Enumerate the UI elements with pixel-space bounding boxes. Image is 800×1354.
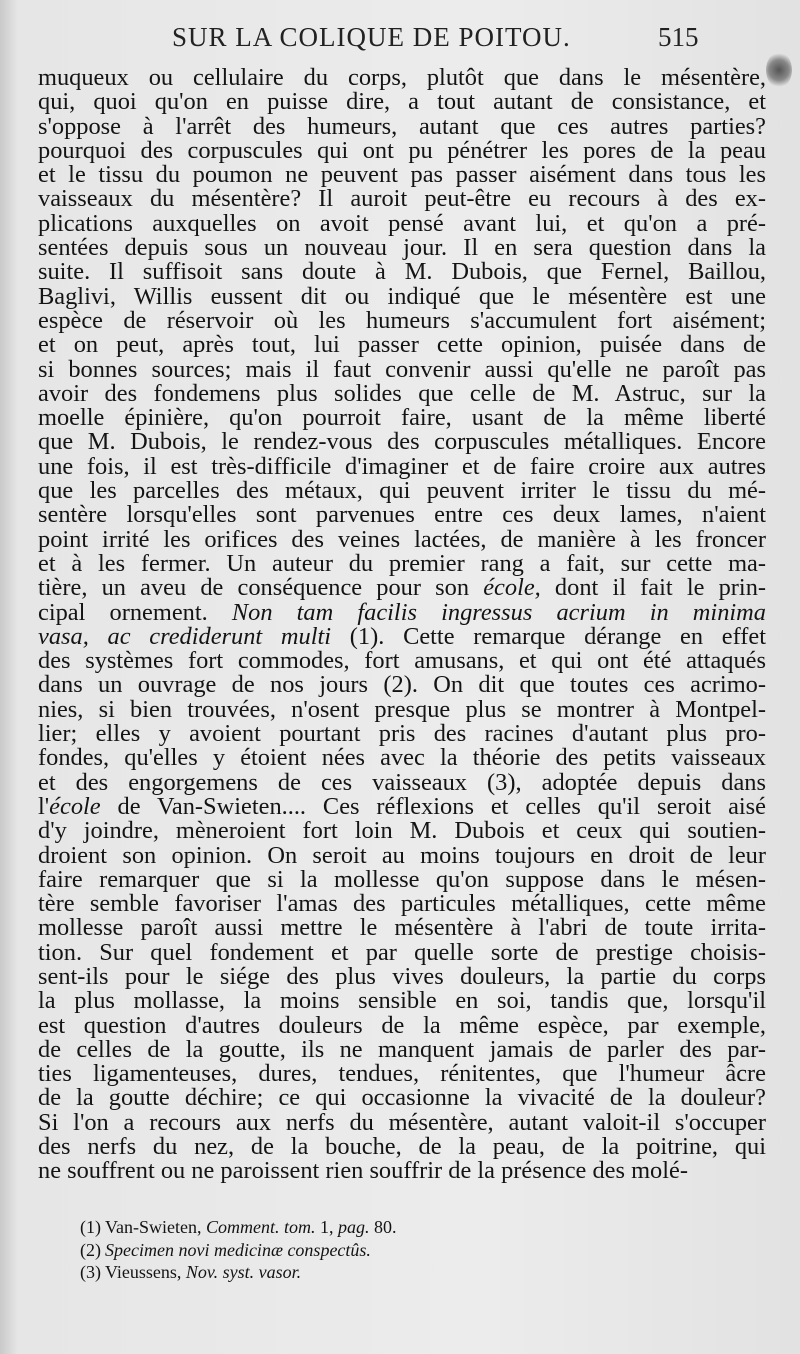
text-line-content: s'oppose à l'arrêt des humeurs, autant que ces autres parties? <box>38 112 766 140</box>
text-line-content: droient son opinion. On seroit au moins toujours en droit de leur <box>38 841 766 869</box>
text-line-content: nies, si bien trouvées, n'osent presque plus se montrer à Montpel- <box>38 695 766 723</box>
footnote-number: (3) <box>80 1262 101 1282</box>
footnote-number: (1) <box>80 1217 101 1237</box>
text-line <box>38 355 766 383</box>
text-line-content: Baglivi, Willis eussent dit ou indiqué que le mésentère est une <box>38 282 766 310</box>
page-header <box>0 22 800 62</box>
text-line-content: tion. Sur quel fondement et par quelle sorte de prestige choisis- <box>38 938 766 966</box>
text-line <box>38 282 766 310</box>
text-line-content: des systèmes fort commodes, fort amusans, et qui ont été attaqués <box>38 647 766 675</box>
text-segment: tière, un aveu de conséquence pour son <box>38 574 484 602</box>
text-line-content: plications auxquelles on avoit pensé avant lui, et qu'on a pré- <box>38 209 766 237</box>
footnote-italic: Nov. syst. vasor. <box>185 1262 302 1282</box>
text-segment: de Van-Swieten.... Ces réflexions et celles qu'il seroit aisé <box>100 792 766 820</box>
text-line-content: suite. Il suffisoit sans doute à M. Dubois, que Fernel, Baillou, <box>38 258 766 286</box>
text-line <box>38 938 766 966</box>
text-line <box>38 865 766 893</box>
text-line <box>38 1159 766 1183</box>
text-line <box>38 187 766 211</box>
text-line-content: avoir des fondemens plus solides que celle de M. Astruc, sur la <box>38 379 766 407</box>
text-line <box>38 430 766 454</box>
text-line-content: fondes, qu'elles y étoient nées avec la théorie des petits vaisseaux <box>38 744 766 772</box>
footnote-text: 80. <box>369 1217 397 1237</box>
text-line-content: tère semble favoriser l'amas des particules métalliques, cette même <box>38 890 766 918</box>
text-line-content: de la goutte déchire; ce qui occasionne la vivacité de la douleur? <box>38 1084 766 1112</box>
text-line <box>38 695 766 723</box>
footnote-text: 1, <box>315 1217 338 1237</box>
text-segment: l' <box>38 792 50 820</box>
italic-text: école, <box>483 574 541 602</box>
text-line <box>38 163 766 187</box>
text-line <box>38 576 766 600</box>
text-line-content: ne souffrent ou ne paroissent rien souffrir de la présence des molé- <box>38 1157 688 1185</box>
text-line <box>38 673 766 697</box>
text-line-content: si bonnes sources; mais il faut convenir aussi qu'elle ne paroît pas <box>38 355 766 383</box>
text-line <box>38 1062 766 1086</box>
italic-text: vasa, ac crediderunt multi <box>38 622 332 650</box>
text-line <box>38 1011 766 1039</box>
text-line <box>38 452 766 480</box>
text-line <box>38 236 766 260</box>
text-line-content: que les parcelles des métaux, qui peuvent irriter le tissu du mé- <box>38 477 766 505</box>
footnote <box>80 1239 680 1262</box>
text-segment: dont il fait le prin- <box>540 574 767 602</box>
text-line <box>38 1108 766 1136</box>
text-line <box>38 1035 766 1063</box>
text-line <box>38 260 766 284</box>
footnote-text: Van-Swieten, <box>105 1217 206 1237</box>
italic-text: école <box>49 792 101 820</box>
text-line-content: dans un ouvrage de nos jours (2). On dit que toutes ces acrimo- <box>38 671 766 699</box>
text-line-content: muqueux ou cellulaire du corps, plutôt que dans le mésentère, <box>38 64 766 91</box>
footnote-italic: Comment. tom. <box>205 1217 316 1237</box>
text-line <box>38 1086 766 1110</box>
text-line <box>38 841 766 869</box>
text-line <box>38 479 766 503</box>
text-line-content: qui, quoi qu'on en puisse dire, a tout autant de consistance, et <box>38 88 766 116</box>
text-line-content: une fois, il est très-difficile d'imaginer et de faire croire aux autres <box>38 452 766 480</box>
text-line-content: pourquoi des corpuscules qui ont pu pénétrer les pores de la peau <box>38 136 766 164</box>
text-line-content: sent-ils pour le siége des plus vives douleurs, la partie du corps <box>38 962 766 990</box>
text-line-content: Si l'on a recours aux nerfs du mésentère, autant valoit-il s'occuper <box>38 1108 766 1136</box>
text-line-content: vaisseaux du mésentère? Il auroit peut-être eu recours à des ex- <box>38 185 766 213</box>
footnote-italic: pag. <box>337 1217 370 1237</box>
text-line-content: et des engorgemens de ces vaisseaux (3), adoptée depuis dans <box>38 768 766 796</box>
text-line-content: et on peut, après tout, lui passer cette opinion, puisée dans de <box>38 331 766 359</box>
text-line-content: est question d'autres douleurs de la même espèce, par exemple, <box>38 1011 766 1039</box>
page-number: 515 <box>658 22 699 52</box>
text-line <box>38 989 766 1013</box>
text-line-content: de celles de la goutte, ils ne manquent jamais de parler des par- <box>38 1035 766 1063</box>
text-line <box>38 649 766 673</box>
text-line-content: lier; elles y avoient pourtant pris des racines d'autant plus pro- <box>38 720 766 748</box>
text-line-content: la plus mollasse, la moins sensible en soi, tandis que, lorsqu'il <box>38 987 766 1015</box>
text-line <box>38 1135 766 1159</box>
text-segment: cipal ornement. <box>38 598 232 626</box>
text-line-content: des nerfs du nez, de la bouche, de la peau, de la poitrine, qui <box>38 1133 766 1161</box>
text-line <box>38 209 766 237</box>
text-line <box>38 66 766 90</box>
text-line <box>38 549 766 577</box>
text-line <box>38 525 766 553</box>
text-line <box>38 792 766 820</box>
text-line-content: que M. Dubois, le rendez-vous des corpuscules métalliques. Encore <box>38 428 766 456</box>
text-line <box>38 746 766 770</box>
footnote-number: (2) <box>80 1239 101 1260</box>
running-head: SUR LA COLIQUE DE POITOU. <box>172 22 571 52</box>
text-line <box>38 503 766 527</box>
text-line <box>38 962 766 990</box>
text-line <box>38 333 766 357</box>
text-line-content: d'y joindre, mèneroient fort loin M. Dubois et ceux qui soutien- <box>38 817 766 845</box>
text-line-content: sentère lorsqu'elles sont parvenues entre ces deux lames, n'aient <box>38 501 766 529</box>
italic-text: Non tam facilis ingressus acrium in minima <box>231 598 766 626</box>
text-line <box>38 892 766 916</box>
text-line <box>38 598 766 626</box>
footnotes <box>80 1216 680 1284</box>
text-line <box>38 768 766 796</box>
text-line-content: point irrité les orifices des veines lactées, de manière à les froncer <box>38 525 766 553</box>
text-segment: (1). Cette remarque dérange en effet <box>331 622 766 650</box>
text-line <box>38 306 766 334</box>
text-line-content: moelle épinière, qu'on pourroit faire, usant de la même liberté <box>38 404 766 432</box>
text-line-content: espèce de réservoir où les humeurs s'accumulent fort aisément; <box>38 306 766 334</box>
text-line-content: et à les fermer. Un auteur du premier rang a fait, sur cette ma- <box>38 549 766 577</box>
text-line <box>38 622 766 650</box>
text-line <box>38 819 766 843</box>
text-line-content: sentées depuis sous un nouveau jour. Il en sera question dans la <box>38 234 766 262</box>
footnote <box>80 1261 680 1284</box>
footnote-text: Vieussens, <box>105 1262 186 1282</box>
text-line <box>38 379 766 407</box>
text-line-content: faire remarquer que si la mollesse qu'on suppose dans le mésen- <box>38 865 766 893</box>
text-line <box>38 136 766 164</box>
text-line-content: mollesse paroît aussi mettre le mésentère à l'abri de toute irrita- <box>38 914 766 942</box>
text-line <box>38 722 766 746</box>
text-line-content: et le tissu du poumon ne peuvent pas passer aisément dans tous les <box>38 161 766 189</box>
text-line <box>38 90 766 114</box>
footnote <box>80 1216 680 1239</box>
body-text <box>38 66 766 1184</box>
footnote-italic: Specimen novi medicinæ conspectûs. <box>105 1239 371 1260</box>
text-line <box>38 916 766 940</box>
text-line-content: ties ligamenteuses, dures, tendues, rénitentes, que l'humeur âcre <box>38 1060 766 1088</box>
text-line <box>38 406 766 430</box>
text-line <box>38 112 766 140</box>
